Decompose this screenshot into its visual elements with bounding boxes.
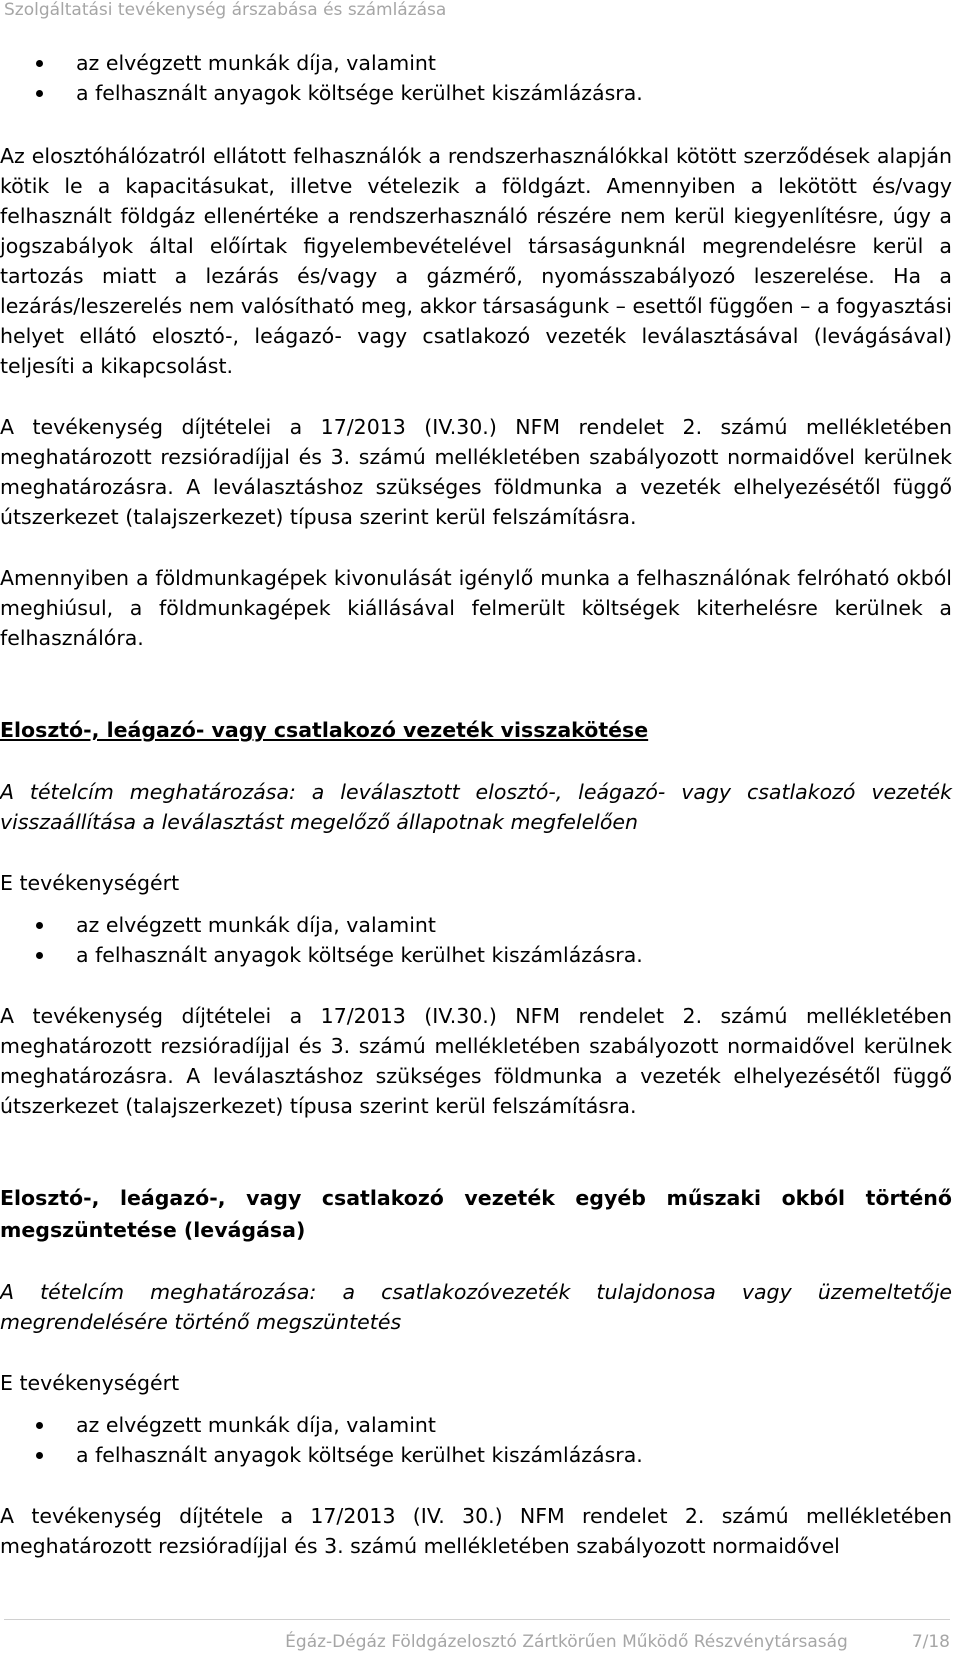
page-number: 7/18	[911, 1632, 950, 1652]
paragraph-machinery: Amennyiben a földmunkagépek kivonulását igénylő munka a felhasználónak felróható okból meghiúsul, a földmunkagépek kiállásával felmerült költségek kiterhelésre kerülnek a felhasználóra.	[0, 566, 952, 650]
section-lead: E tevékenységért	[0, 871, 180, 895]
section-subtitle: A tételcím meghatározása: a leválasztott elosztó-, leágazó- vagy csatlakozó vezeték visszaállítása a leválasztást megelőző állapotnak megfelelően	[0, 780, 952, 834]
intro-bullet-list	[0, 48, 952, 108]
section-subtitle: A tételcím meghatározása: a csatlakozóvezeték tulajdonosa vagy üzemeltetője megrendelésére történő megszüntetés	[0, 1280, 952, 1334]
list-item: az elvégzett munkák díja, valamint	[0, 1410, 952, 1440]
footer-divider	[4, 1619, 950, 1620]
paragraph-disconnection: Az elosztóhálózatról ellátott felhasználók a rendszerhasználókkal kötött szerződések alapján kötik le a kapacitásukat, illetve vételezik a földgázt. Amennyiben a lekötött és/vagy felhasznált földgáz ellenértéke a rendszerhasználó részére nem kerül kiegyenlítésre, úgy a jogszabályok által előírtak figyelembevételével társaságunknál megrendelésre kerül a tartozás miatt a lezárás és/vagy a gázmérő, nyomásszabályozó leszerelése. Ha a lezárás/leszerelés nem valósítható meg, akkor társaságunk – esettől függően – a fogyasztási helyet ellátó elosztó-, leágazó- vagy csatlakozó vezeték leválasztásával (levágásával) teljesíti a kikapcsolást.	[0, 144, 952, 378]
section-bullet-list	[0, 910, 952, 970]
list-item: az elvégzett munkák díja, valamint	[0, 48, 952, 78]
paragraph-fees: A tevékenység díjtételei a 17/2013 (IV.30.) NFM rendelet 2. számú mellékletében meghatározott rezsióradíjjal és 3. számú mellékletében szabályozott normaidővel kerülnek meghatározásra. A leválasztáshoz szükséges földmunka a vezeték elhelyezésétől függő útszerkezet (talajszerkezet) típusa szerint kerül felszámításra.	[0, 415, 952, 529]
section-paragraph: A tevékenység díjtétele a 17/2013 (IV. 30.) NFM rendelet 2. számú mellékletében meghatározott rezsióradíjjal és 3. számú mellékletében szabályozott normaidővel	[0, 1504, 952, 1558]
list-item: a felhasznált anyagok költsége kerülhet kiszámlázásra.	[0, 78, 952, 108]
page-header: Szolgáltatási tevékenység árszabása és számlázása	[4, 0, 447, 20]
section-lead: E tevékenységért	[0, 1371, 180, 1395]
section-bullet-list	[0, 1410, 952, 1470]
section-paragraph: A tevékenység díjtételei a 17/2013 (IV.30.) NFM rendelet 2. számú mellékletében meghatározott rezsióradíjjal és 3. számú mellékletében szabályozott normaidővel kerülnek meghatározásra. A leválasztáshoz szükséges földmunka a vezeték elhelyezésétől függő útszerkezet (talajszerkezet) típusa szerint kerül felszámításra.	[0, 1004, 952, 1118]
list-item: az elvégzett munkák díja, valamint	[0, 910, 952, 940]
section-heading: Elosztó-, leágazó- vagy csatlakozó vezeték visszakötése	[0, 718, 649, 742]
document-body	[0, 48, 952, 1561]
list-item: a felhasznált anyagok költsége kerülhet kiszámlázásra.	[0, 940, 952, 970]
list-item: a felhasznált anyagok költsége kerülhet kiszámlázásra.	[0, 1440, 952, 1470]
footer-company: Égáz-Dégáz Földgázelosztó Zártkörűen Működő Részvénytársaság	[285, 1632, 848, 1652]
section-heading: Elosztó-, leágazó-, vagy csatlakozó vezeték egyéb műszaki okból történő megszüntetése (levágása)	[0, 1186, 952, 1242]
page-footer	[4, 1630, 950, 1654]
